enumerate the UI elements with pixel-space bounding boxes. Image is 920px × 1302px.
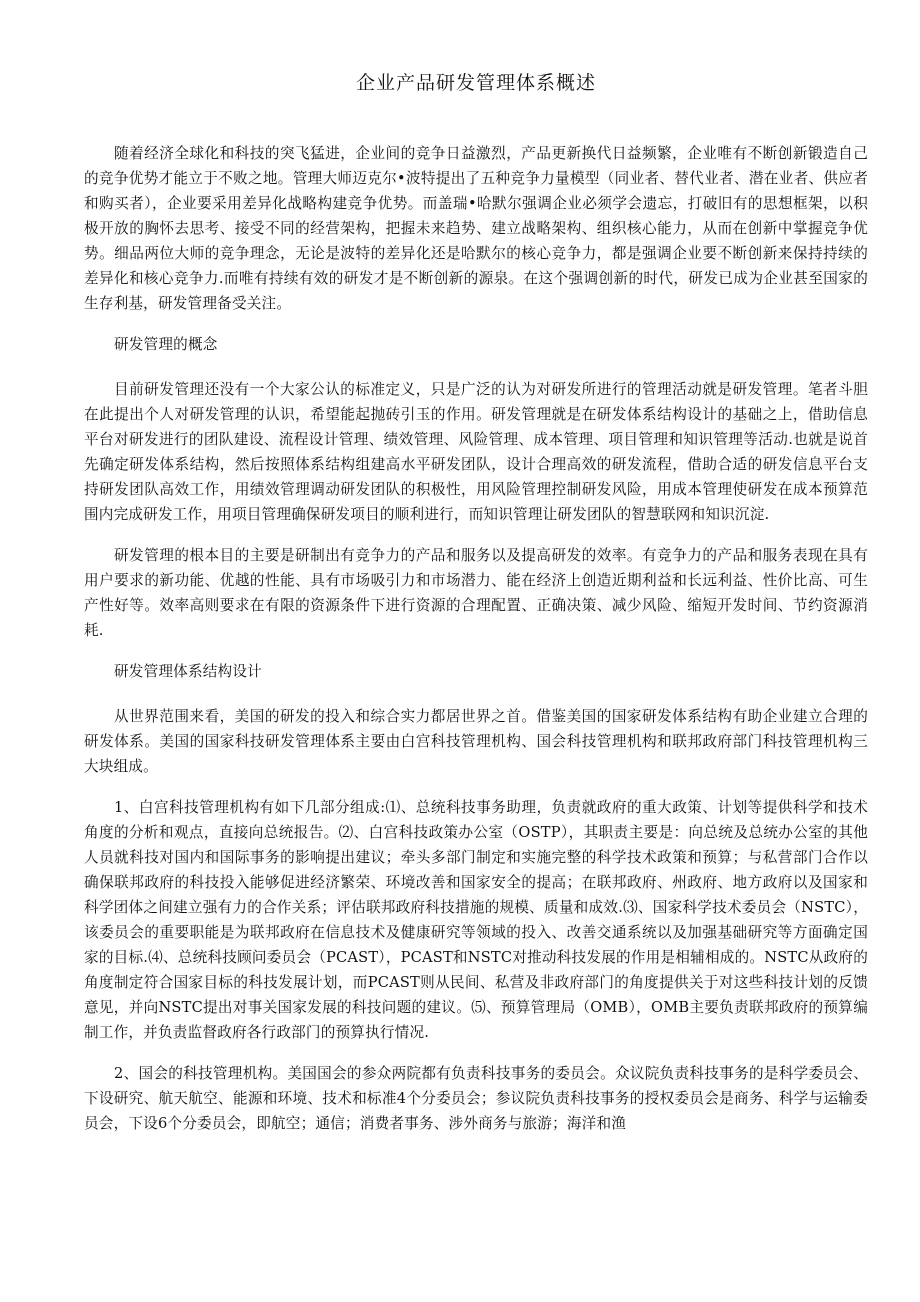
paragraph-congress: 2、国会的科技管理机构。美国国会的参众两院都有负责科技事务的委员会。众议院负责科技事务的是科学委员会、下设研究、航天航空、能源和环境、技术和标准4个分委员会；参议院负责科技事务的授权委员会是商务、科学与运输委员会，下设6个分委员会，即航空；通信；消费者事务、涉外商务与旅游；海洋和渔 <box>84 1065 868 1132</box>
paragraph-us-overview: 从世界范围来看，美国的研发的投入和综合实力都居世界之首。借鉴美国的国家研发体系结构有助企业建立合理的研发体系。美国的国家科技研发管理体系主要由白宫科技管理机构、国会科技管理机构和联邦政府部门科技管理机构三大块组成。 <box>84 708 868 775</box>
paragraph-definition: 目前研发管理还没有一个大家公认的标准定义，只是广泛的认为对研发所进行的管理活动就是研发管理。笔者斗胆在此提出个人对研发管理的认识，希望能起抛砖引玉的作用。研发管理就是在研发体系结构设计的基础之上，借助信息平台对研发进行的团队建设、流程设计管理、绩效管理、风险管理、成本管理、项目管理和知识管理等活动.也就是说首先确定研发体系结构，然后按照体系结构组建高水平研发团队，设计合理高效的研发流程，借助合适的研发信息平台支持研发团队高效工作，用绩效管理调动研发团队的积极性，用风险管理控制研发风险，用成本管理使研发在成本预算范围内完成研发工作，用项目管理确保研发项目的顺利进行，而知识管理让研发团队的智慧联网和知识沉淀. <box>84 381 868 523</box>
document-title: 企业产品研发管理体系概述 <box>355 72 596 94</box>
paragraph-goal: 研发管理的根本目的主要是研制出有竞争力的产品和服务以及提高研发的效率。有竞争力的产品和服务表现在具有用户要求的新功能、优越的性能、具有市场吸引力和市场潜力、能在经济上创造近期利益和长远利益、性价比高、可生产性好等。效率高则要求在有限的资源条件下进行资源的合理配置、正确决策、减少风险、缩短开发时间、节约资源消耗. <box>84 547 868 639</box>
section-heading-concept: 研发管理的概念 <box>114 336 218 353</box>
paragraph-white-house: 1、白宫科技管理机构有如下几部分组成:⑴、总统科技事务助理，负责就政府的重大政策、计划等提供科学和技术角度的分析和观点，直接向总统报告。⑵、白宫科技政策办公室（OSTP），其职责主要是：向总统及总统办公室的其他人员就科技对国内和国际事务的影响提出建议；牵头多部门制定和实施完整的科学技术政策和预算；与私营部门合作以确保联邦政府的科技投入能够促进经济繁荣、环境改善和国家安全的提高；在联邦政府、州政府、地方政府以及国家和科学团体之间建立强有力的合作关系；评估联邦政府科技措施的规模、质量和成效.⑶、国家科学技术委员会（NSTC），该委员会的重要职能是为联邦政府在信息技术及健康研究等领域的投入、改善交通系统以及加强基础研究等方面确定国家的目标.⑷、总统科技顾问委员会（PCAST），PCAST和NSTC对推动科技发展的作用是相辅相成的。NSTC从政府的角度制定符合国家目标的科技发展计划，而PCAST则从民间、私营及非政府部门的角度提供关于对这些科技计划的反馈意见，并向NSTC提出对事关国家发展的科技问题的建议。⑸、预算管理局（OMB），OMB主要负责联邦政府的预算编制工作，并负责监督政府各行政部门的预算执行情况. <box>84 799 868 1041</box>
paragraph-intro: 随着经济全球化和科技的突飞猛进，企业间的竞争日益激烈，产品更新换代日益频繁，企业唯有不断创新锻造自己的竞争优势才能立于不败之地。管理大师迈克尔•波特提出了五种竞争力量模型（同业者、替代业者、潜在业者、供应者和购买者），企业要采用差异化战略构建竞争优势。而盖瑞•哈默尔强调企业必须学会遗忘，打破旧有的思想框架，以积极开放的胸怀去思考、接受不同的经营架构，把握未来趋势、建立战略架构、组织核心能力，从而在创新中掌握竞争优势。细品两位大师的竞争理念，无论是波特的差异化还是哈默尔的核心竞争力，都是强调企业要不断创新来保持持续的差异化和核心竞争力.而唯有持续有效的研发才是不断创新的源泉。在这个强调创新的时代，研发已成为企业甚至国家的生存利基，研发管理备受关注。 <box>84 145 868 312</box>
document-body <box>84 141 868 1136</box>
section-heading-structure: 研发管理体系结构设计 <box>114 663 262 680</box>
